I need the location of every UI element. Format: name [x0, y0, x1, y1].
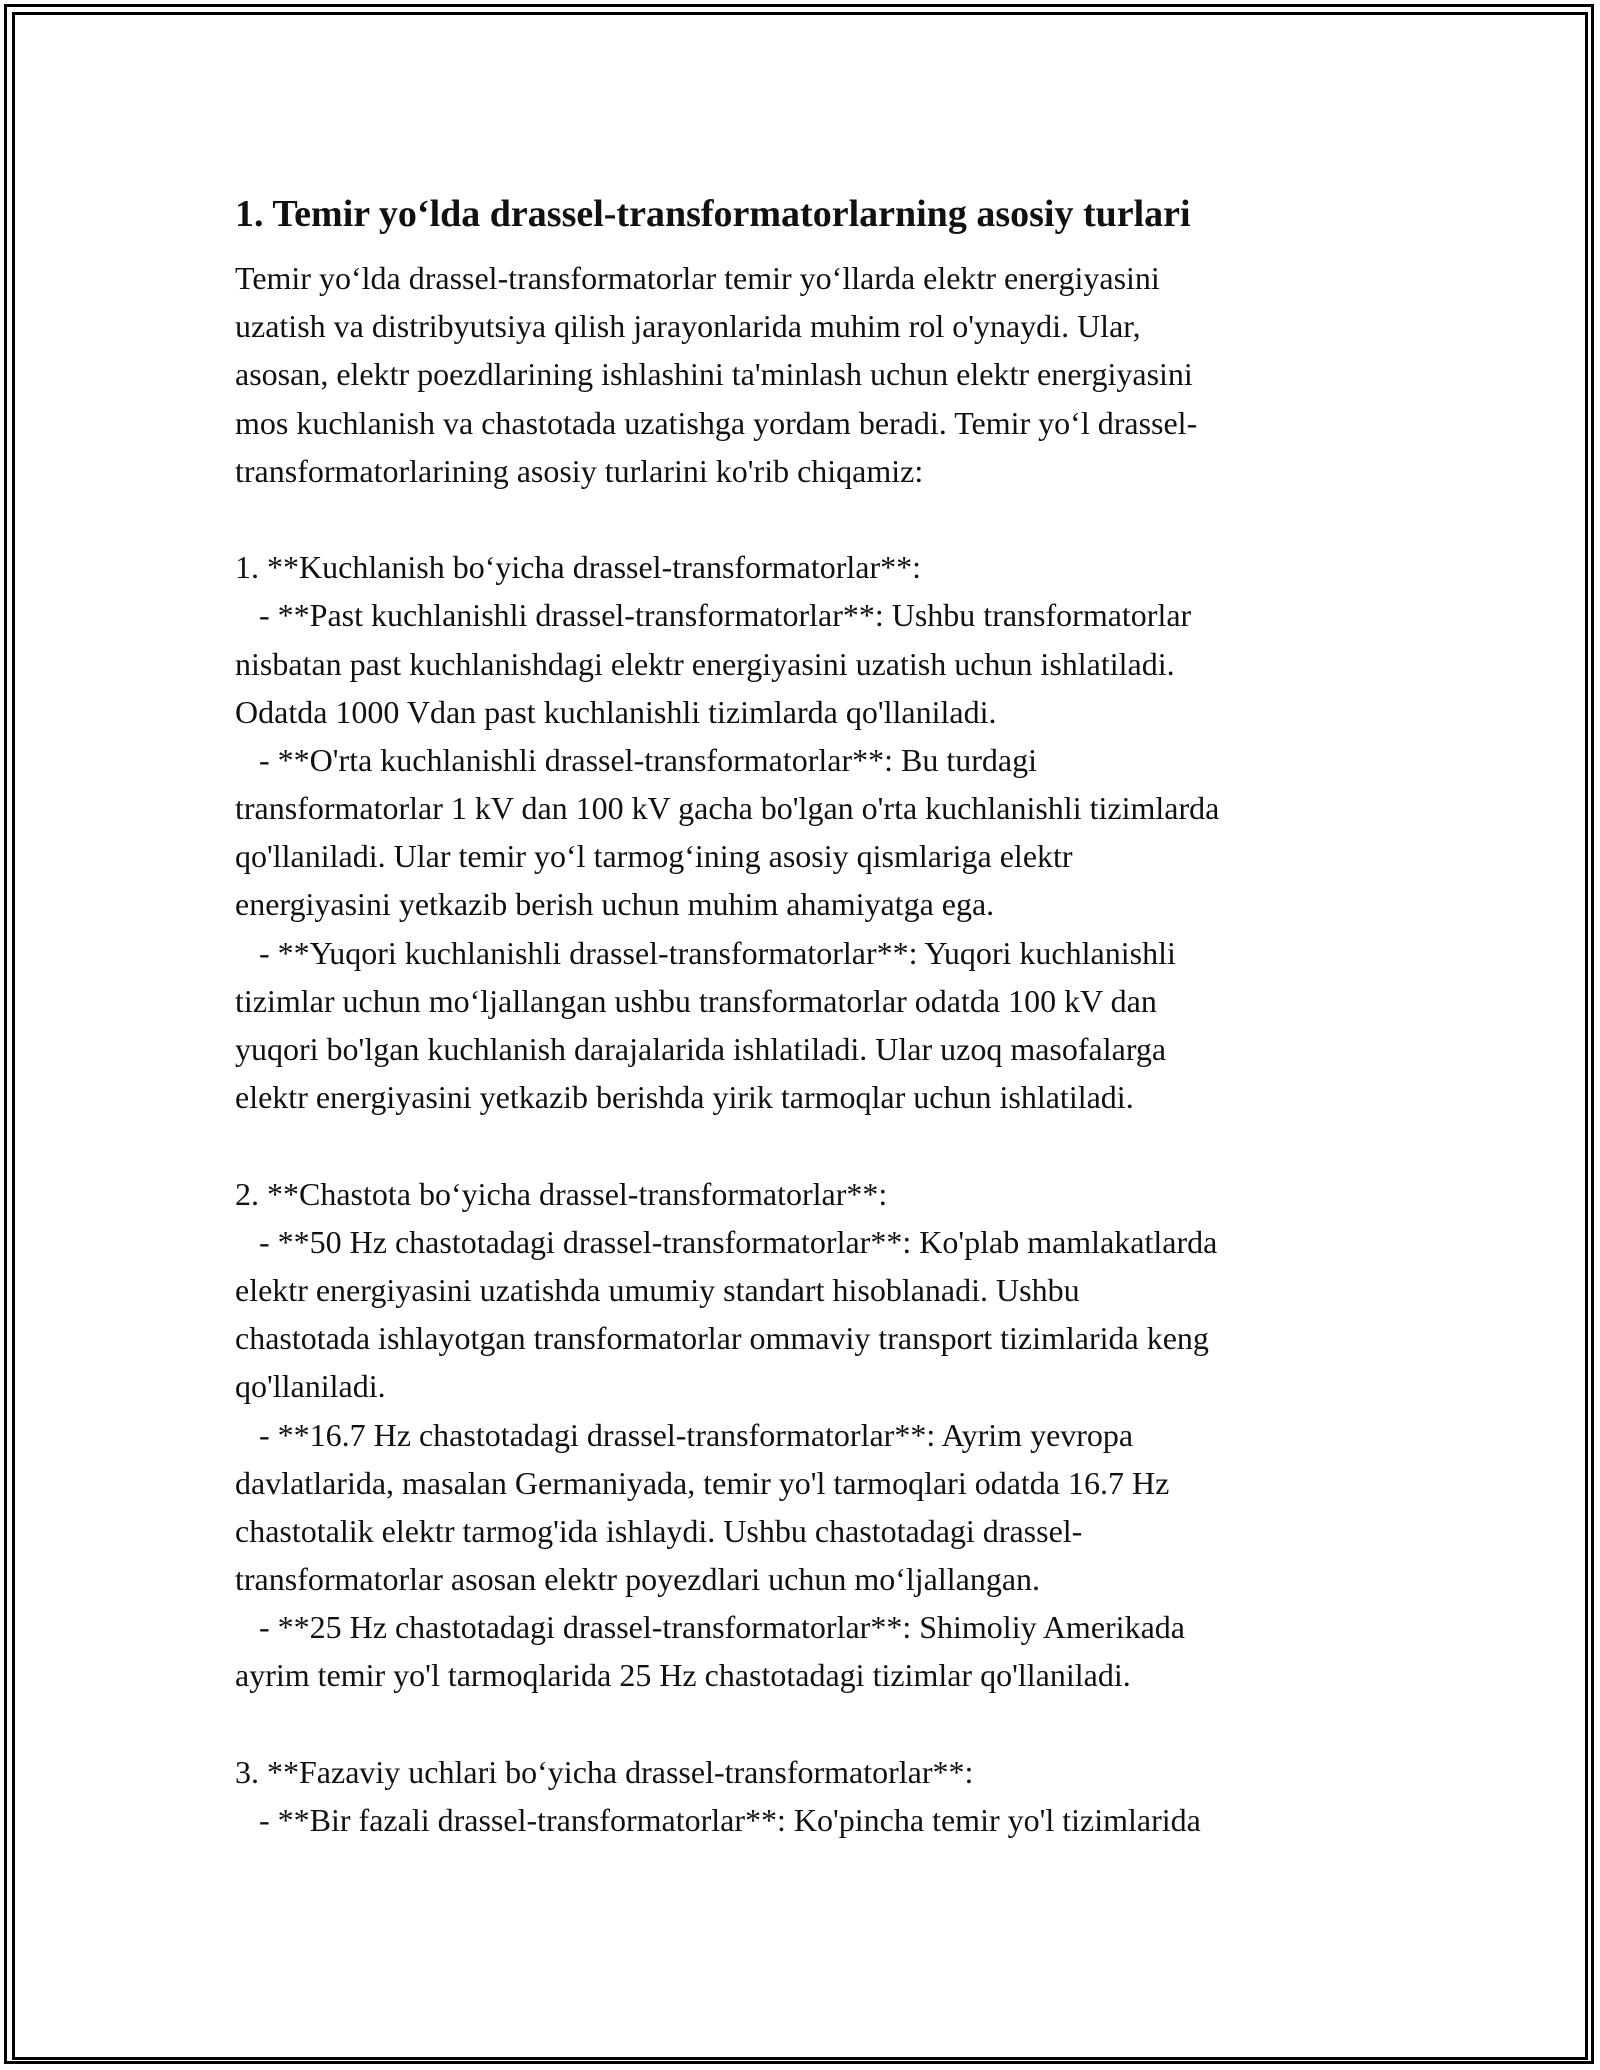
text-line: elektr energiyasini yetkazib berishda yirik tarmoqlar uchun ishlatiladi. [235, 1079, 1134, 1116]
section-heading: 1. Temir yo‘lda drassel-transformatorlarning asosiy turlari [235, 193, 1191, 235]
text-line: transformatorlarining asosiy turlarini ko'rib chiqamiz: [235, 452, 924, 489]
text-line: - **Yuqori kuchlanishli drassel-transformatorlar**: Yuqori kuchlanishli [235, 934, 1176, 971]
text-line: - **Past kuchlanishli drassel-transformatorlar**: Ushbu transformatorlar [235, 597, 1192, 634]
text-line [235, 495, 1375, 543]
text-line: 1. **Kuchlanish bo‘yicha drassel-transformatorlar**: [235, 549, 922, 586]
text-line: nisbatan past kuchlanishdagi elektr energiyasini uzatish uchun ishlatiladi. [235, 645, 1175, 682]
text-line [235, 1700, 1375, 1748]
text-line: Odatda 1000 Vdan past kuchlanishli tizimlarda qo'llaniladi. [235, 693, 997, 730]
text-line: energiyasini yetkazib berish uchun muhim ahamiyatga ega. [235, 886, 995, 923]
text-line: chastotada ishlayotgan transformatorlar ommaviy transport tizimlarida keng [235, 1320, 1209, 1357]
text-line: transformatorlar 1 kV dan 100 kV gacha bo'lgan o'rta kuchlanishli tizimlarda [235, 790, 1220, 827]
text-line: tizimlar uchun mo‘ljallangan ushbu transformatorlar odatda 100 kV dan [235, 982, 1157, 1019]
text-line: - **16.7 Hz chastotadagi drassel-transformatorlar**: Ayrim yevropa [235, 1416, 1134, 1453]
text-line: elektr energiyasini uzatishda umumiy standart hisoblanadi. Ushbu [235, 1271, 1080, 1308]
text-line: chastotalik elektr tarmog'ida ishlaydi. Ushbu chastotadagi drassel- [235, 1512, 1083, 1549]
text-line: qo'llaniladi. Ular temir yo‘l tarmog‘ining asosiy qismlariga elektr [235, 838, 1073, 875]
text-line: - **Bir fazali drassel-transformatorlar**: Ko'pincha temir yo'l tizimlarida [235, 1802, 1201, 1838]
text-line [235, 1121, 1375, 1169]
text-line: - **25 Hz chastotadagi drassel-transformatorlar**: Shimoliy Amerikada [235, 1609, 1185, 1646]
text-line: yuqori bo'lgan kuchlanish darajalarida ishlatiladi. Ular uzoq masofalarga [235, 1031, 1167, 1067]
text-line: 3. **Fazaviy uchlari bo‘yicha drassel-transformatorlar**: [235, 1753, 974, 1790]
body-text [235, 254, 1375, 1844]
text-line: mos kuchlanish va chastotada uzatishga yordam beradi. Temir yo‘l drassel- [235, 404, 1198, 441]
text-line: - **50 Hz chastotadagi drassel-transformatorlar**: Ko'plab mamlakatlarda [235, 1223, 1218, 1260]
text-line: 2. **Chastota bo‘yicha drassel-transformatorlar**: [235, 1175, 888, 1212]
text-line: qo'llaniladi. [235, 1368, 386, 1405]
text-line: - **O'rta kuchlanishli drassel-transformatorlar**: Bu turdagi [235, 741, 1037, 778]
text-line: davlatlarida, masalan Germaniyada, temir yo'l tarmoqlari odatda 16.7 Hz [235, 1464, 1170, 1501]
text-line: asosan, elektr poezdlarining ishlashini ta'minlash uchun elektr energiyasini [235, 356, 1193, 393]
document-content [235, 184, 1375, 1844]
text-line: transformatorlar asosan elektr poyezdlari uchun mo‘ljallangan. [235, 1561, 1041, 1598]
text-line: ayrim temir yo'l tarmoqlarida 25 Hz chastotadagi tizimlar qo'llaniladi. [235, 1657, 1131, 1694]
text-line: uzatish va distribyutsiya qilish jarayonlarida muhim rol o'ynaydi. Ular, [235, 308, 1141, 345]
text-line: Temir yo‘lda drassel-transformatorlar temir yo‘llarda elektr energiyasini [235, 260, 1160, 296]
